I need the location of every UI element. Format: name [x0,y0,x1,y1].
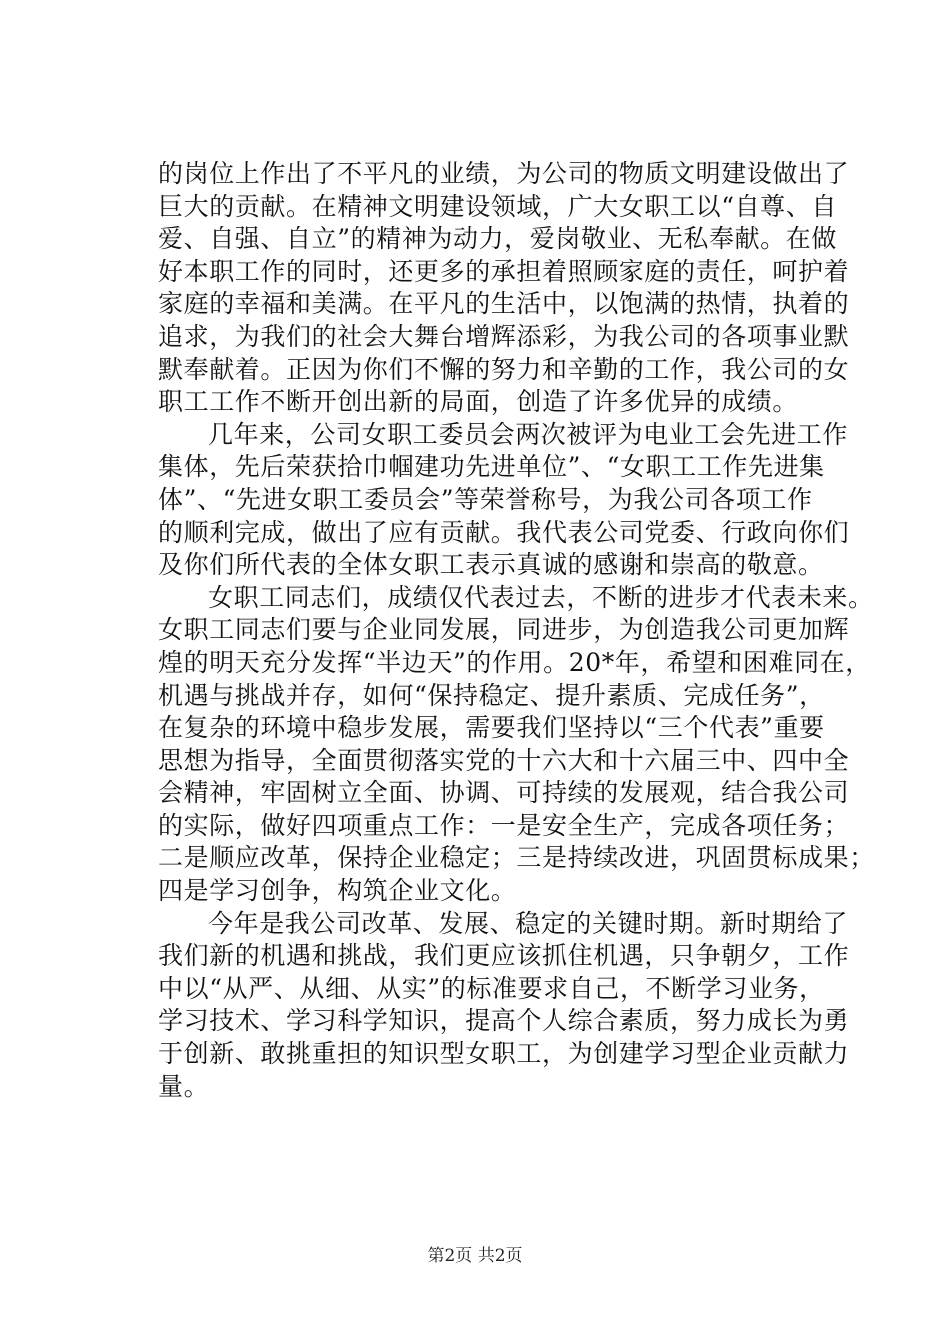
text-line: 机遇与挑战并存，如何“保持稳定、提升素质、完成任务”， [158,680,825,710]
text-line: 量。 [158,1071,210,1101]
text-line: 巨大的贡献。在精神文明建设领域，广大女职工以“自尊、自 [158,191,837,221]
text-line: 煌的明天充分发挥“半边天”的作用。20*年，希望和困难同在， [158,647,871,677]
document-body [158,158,875,1103]
text-line: 集体，先后荣获拾巾帼建功先进单位”、“女职工工作先进集 [158,452,825,482]
text-line: 的实际，做好四项重点工作：一是安全生产，完成各项任务； [158,810,850,840]
text-line: 默奉献着。正因为你们不懈的努力和辛勤的工作，我公司的女 [158,354,850,384]
text-line: 于创新、敢挑重担的知识型女职工，为创建学习型企业贡献力 [158,1039,850,1069]
page-number-footer: 第2页 共2页 [427,1246,523,1266]
text-line: 中以“从严、从细、从实”的标准要求自己，不断学习业务， [158,973,825,1003]
text-line: 女职工同志们要与企业同发展，同进步，为创造我公司更加辉 [158,615,850,645]
paragraph-first-line: 几年来，公司女职工委员会两次被评为电业工会先进工作 [208,419,849,449]
text-line: 思想为指导，全面贯彻落实党的十六大和十六届三中、四中全 [158,745,850,775]
text-line: 追求，为我们的社会大舞台增辉添彩，为我公司的各项事业默 [158,321,850,351]
text-line: 的顺利完成，做出了应有贡献。我代表公司党委、行政向你们 [158,517,850,547]
text-line: 二是顺应改革，保持企业稳定；三是持续改进，巩固贯标成果； [158,843,875,873]
text-line: 在复杂的环境中稳步发展，需要我们坚持以“三个代表”重要 [158,713,825,743]
text-line: 四是学习创争，构筑企业文化。 [158,876,517,906]
text-line: 的岗位上作出了不平凡的业绩，为公司的物质文明建设做出了 [158,159,850,188]
text-line: 及你们所代表的全体女职工表示真诚的感谢和崇高的敬意。 [158,550,824,580]
text-line: 好本职工作的同时，还更多的承担着照顾家庭的责任，呵护着 [158,256,850,286]
text-line: 职工工作不断开创出新的局面，创造了许多优异的成绩。 [158,387,799,417]
text-line: 我们新的机遇和挑战，我们更应该抓住机遇，只争朝夕，工作 [158,941,850,971]
text-line: 家庭的幸福和美满。在平凡的生活中，以饱满的热情，执着的 [158,289,850,319]
text-line: 会精神，牢固树立全面、协调、可持续的发展观，结合我公司 [158,778,850,808]
paragraph-first-line: 今年是我公司改革、发展、稳定的关键时期。新时期给了 [208,908,849,938]
text-line: 爱、自强、自立”的精神为动力，爱岗敬业、无私奉献。在做 [158,224,837,254]
paragraph-first-line: 女职工同志们，成绩仅代表过去，不断的进步才代表未来。 [208,582,874,612]
text-line: 学习技术、学习科学知识，提高个人综合素质，努力成长为勇 [158,1006,850,1036]
text-line: 体”、“先进女职工委员会”等荣誉称号，为我公司各项工作 [158,484,813,514]
